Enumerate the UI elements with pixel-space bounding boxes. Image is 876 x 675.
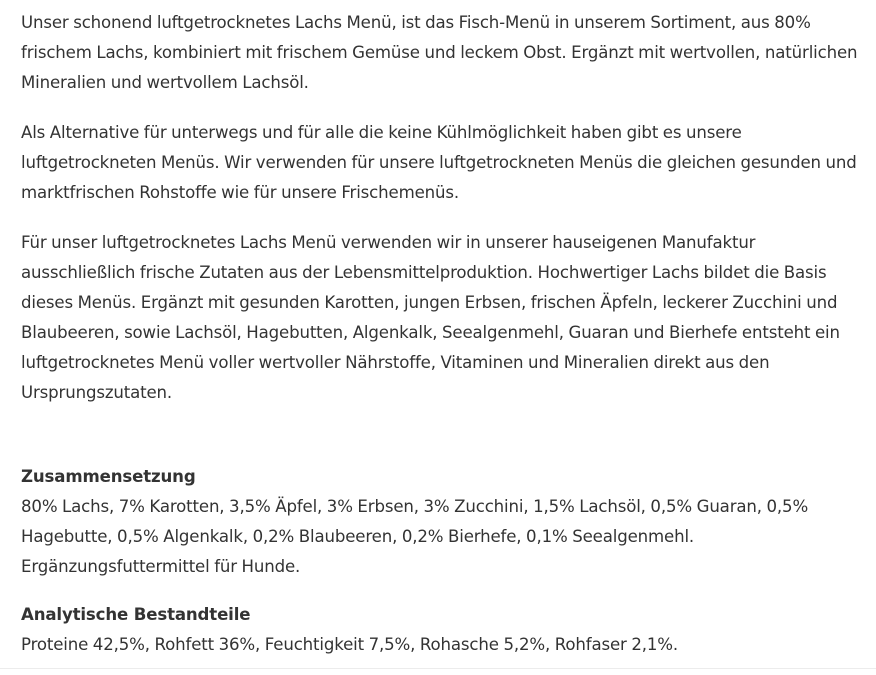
composition-section [21, 462, 871, 582]
analytical-section [21, 600, 871, 660]
composition-text: 80% Lachs, 7% Karotten, 3,5% Äpfel, 3% Erbsen, 3% Zucchini, 1,5% Lachsöl, 0,5% Guaran, 0,5% Hagebutte, 0,5% Algenkalk, 0,2% Blaubeeren, 0,2% Bierhefe, 0,1% Seealgenmehl. Ergänzungsfuttermittel für Hunde. [21, 497, 809, 576]
bottom-divider [0, 668, 876, 669]
description-paragraph-2: Als Alternative für unterwegs und für alle die keine Kühlmöglichkeit haben gibt es unsere luftgetrockneten Menüs. Wir verwenden für unsere luftgetrockneten Menüs die gleichen gesunden und marktfrischen Rohstoffe wie für unsere Frischemenüs. [21, 123, 857, 202]
composition-heading: Zusammensetzung [21, 467, 196, 486]
description-paragraph-3: Für unser luftgetrocknetes Lachs Menü verwenden wir in unserer hauseigenen Manufaktur ausschließlich frische Zutaten aus der Lebensmittelproduktion. Hochwertiger Lachs bildet die Basis dieses Menüs. Ergänzt mit gesunden Karotten, jungen Erbsen, frischen Äpfeln, leckerer Zucchini und Blaubeeren, sowie Lachsöl, Hagebutten, Algenkalk, Seealgenmehl, Guaran und Bierhefe entsteht ein luftgetrocknetes Menü voller wertvoller Nährstoffe, Vitaminen und Mineralien direkt aus den Ursprungszutaten. [21, 233, 840, 402]
description-paragraph-1: Unser schonend luftgetrocknetes Lachs Menü, ist das Fisch-Menü in unserem Sortiment, aus 80% frischem Lachs, kombiniert mit frischem Gemüse und leckem Obst. Ergänzt mit wertvollen, natürlichen Mineralien und wertvollem Lachsöl. [21, 13, 858, 92]
product-description [21, 8, 871, 660]
analytical-text: Proteine 42,5%, Rohfett 36%, Feuchtigkeit 7,5%, Rohasche 5,2%, Rohfaser 2,1%. [21, 635, 679, 654]
analytical-heading: Analytische Bestandteile [21, 605, 251, 624]
